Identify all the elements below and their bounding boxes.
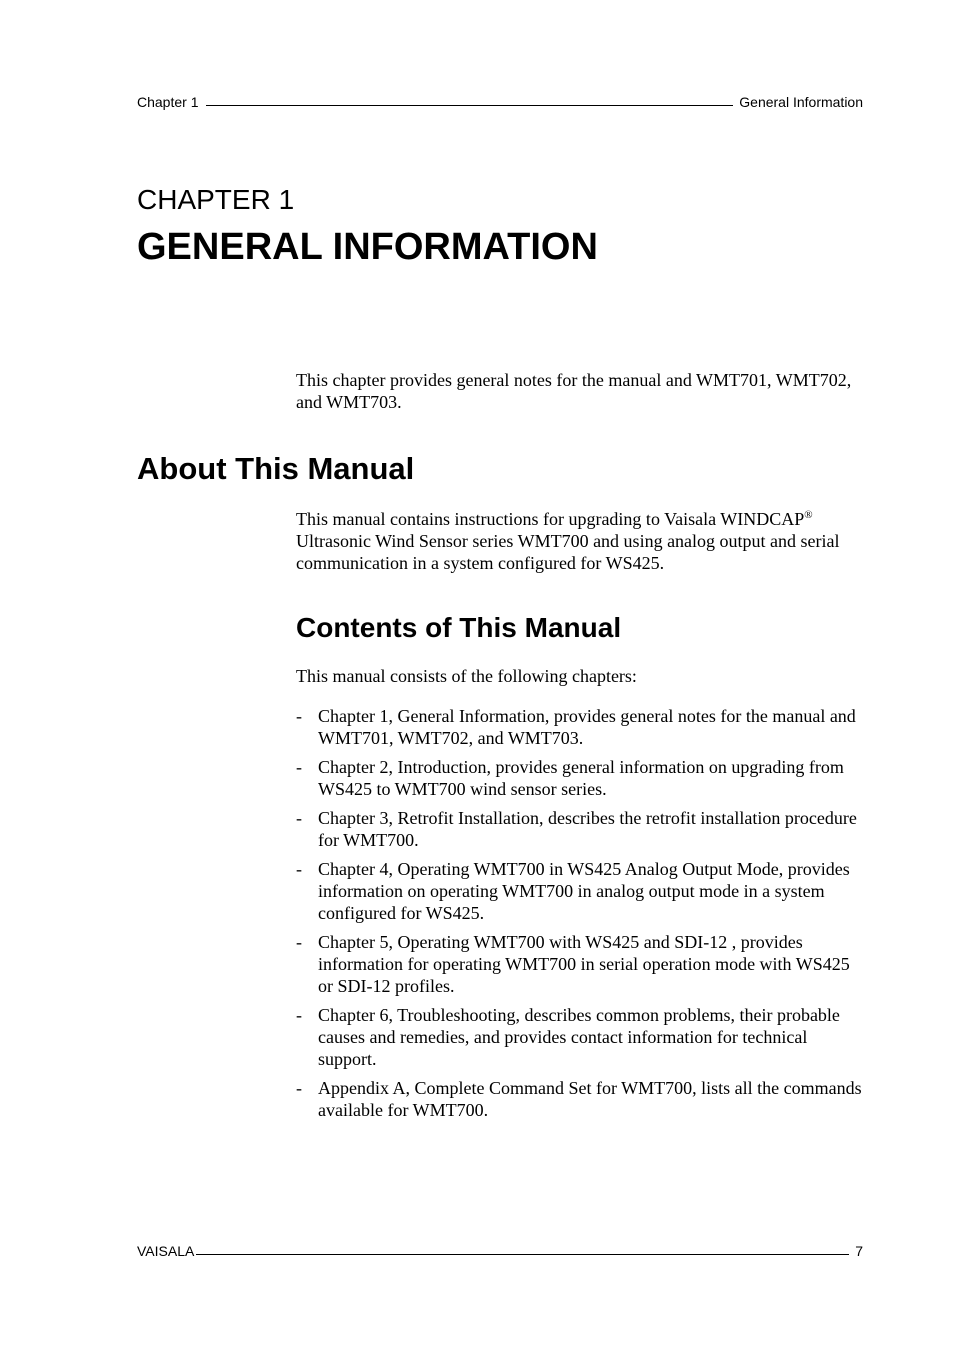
list-bullet: -	[296, 932, 302, 952]
contents-intro: This manual consists of the following chapters:	[296, 666, 637, 686]
footer-rule	[196, 1254, 849, 1255]
page-footer	[137, 1239, 863, 1259]
list-item-text: Chapter 4, Operating WMT700 in WS425 Analog Output Mode, provides information on operating WMT700 in analog output mode in a system configured for WS425.	[318, 859, 850, 923]
list-bullet: -	[296, 1005, 302, 1025]
list-item	[296, 931, 866, 997]
chapter-intro: This chapter provides general notes for the manual and WMT701, WMT702, and WMT703.	[296, 370, 852, 412]
chapter-title: GENERAL INFORMATION	[137, 226, 598, 268]
page-number: 7	[855, 1243, 863, 1259]
page-header	[137, 90, 863, 110]
registered-mark: ®	[804, 509, 813, 521]
list-bullet: -	[296, 808, 302, 828]
list-item-text: Chapter 2, Introduction, provides general information on upgrading from WS425 to WMT700 wind sensor series.	[318, 757, 844, 799]
list-item	[296, 705, 866, 749]
header-section: General Information	[739, 94, 863, 110]
about-paragraph	[296, 508, 866, 574]
list-bullet: -	[296, 706, 302, 726]
about-heading: About This Manual	[137, 451, 415, 486]
list-item	[296, 756, 866, 800]
list-item	[296, 1004, 866, 1070]
list-item-text: Chapter 6, Troubleshooting, describes common problems, their probable causes and remedies, and provides contact information for technical support.	[318, 1005, 840, 1069]
header-chapter: Chapter 1	[137, 94, 199, 110]
list-item-text: Chapter 3, Retrofit Installation, describes the retrofit installation procedure for WMT700.	[318, 808, 857, 850]
list-item-text: Appendix A, Complete Command Set for WMT700, lists all the commands available for WMT700.	[318, 1078, 862, 1120]
chapter-number: CHAPTER 1	[137, 184, 295, 215]
list-item-text: Chapter 1, General Information, provides general notes for the manual and WMT701, WMT702, and WMT703.	[318, 706, 856, 748]
list-item	[296, 858, 866, 924]
list-bullet: -	[296, 1078, 302, 1098]
list-bullet: -	[296, 757, 302, 777]
list-item	[296, 1077, 866, 1121]
header-rule	[206, 105, 733, 106]
list-bullet: -	[296, 859, 302, 879]
about-text-start: This manual contains instructions for upgrading to Vaisala WINDCAP	[296, 509, 805, 529]
list-item	[296, 807, 866, 851]
footer-company: VAISALA	[137, 1243, 195, 1259]
chapter-list	[296, 705, 866, 1128]
contents-heading: Contents of This Manual	[296, 612, 622, 643]
about-text-end: Ultrasonic Wind Sensor series WMT700 and using analog output and serial communication in a system configured for WS425.	[296, 531, 840, 573]
list-item-text: Chapter 5, Operating WMT700 with WS425 and SDI-12 , provides information for operating WMT700 in serial operation mode with WS425 or SDI-12 profiles.	[318, 932, 850, 996]
